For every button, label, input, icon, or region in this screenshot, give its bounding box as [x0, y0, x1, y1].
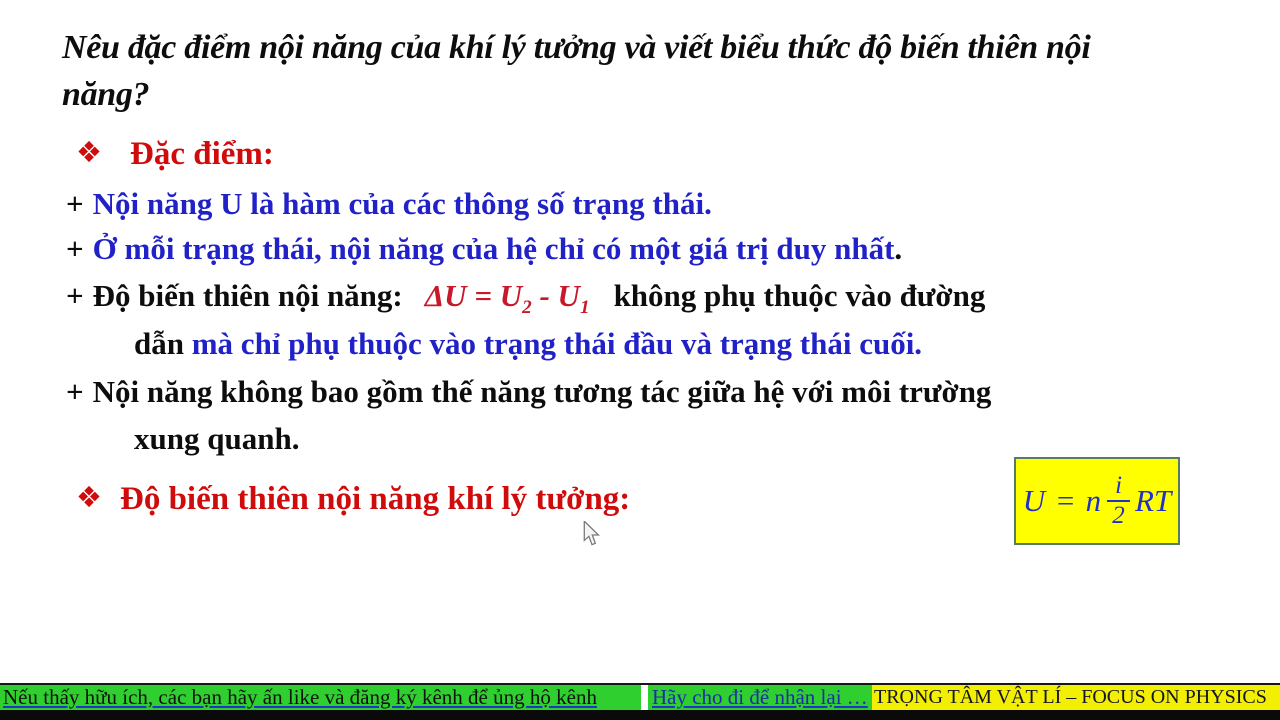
formula-subscript: 2 [522, 297, 532, 319]
plus-marker: + [66, 231, 84, 266]
point-text-pre: Độ biến thiên nội năng: [92, 278, 403, 313]
point-text-black: dẫn [134, 326, 192, 361]
fraction-numerator: i [1107, 473, 1130, 502]
fraction-denominator: 2 [1112, 501, 1125, 529]
bullet-point-4 [66, 374, 991, 410]
point-text: Nội năng U là hàm của các thông số trạng thái. [92, 186, 712, 221]
bullet-point-4-continued [134, 421, 299, 457]
mouse-cursor-icon [583, 521, 601, 547]
bullet-point-3 [66, 278, 985, 319]
formula-subscript: 1 [579, 297, 590, 319]
slide-title-line2: năng? [62, 76, 150, 113]
section-heading-dac-diem [76, 136, 274, 173]
section-label: Độ biến thiên nội năng khí lý tưởng: [120, 481, 631, 517]
bottom-black-bar [0, 710, 1280, 720]
footer-give-receive-text: Hãy cho đi để nhận lại … [648, 685, 872, 710]
section-label: Đặc điểm: [130, 136, 274, 172]
plus-marker: + [66, 374, 84, 409]
point-text: Ở mỗi trạng thái, nội năng của hệ chỉ có một giá trị duy nhất [92, 231, 895, 266]
bullet-point-3-continued [134, 326, 922, 362]
ideal-gas-energy-formula-box [1014, 457, 1180, 545]
formula-lhs: U = n [1022, 483, 1103, 518]
plus-marker: + [66, 278, 84, 313]
section-heading-do-bien-thien [76, 481, 630, 518]
formula-fraction [1107, 473, 1130, 530]
plus-marker: + [66, 186, 84, 221]
diamond-bullet-icon: ❖ [76, 135, 102, 169]
formula-part: - U [531, 278, 580, 313]
bullet-point-2 [66, 231, 902, 267]
footer-channel-name: TRỌNG TÂM VẬT LÍ – FOCUS ON PHYSICS [872, 685, 1280, 710]
formula-rhs: RT [1135, 483, 1172, 518]
point-text-blue: mà chỉ phụ thuộc vào trạng thái đầu và trạng thái cuối. [191, 326, 923, 361]
point-text-post: không phụ thuộc vào đường [613, 278, 986, 313]
point-text: xung quanh. [134, 421, 300, 456]
slide-title-line1: Nêu đặc điểm nội năng của khí lý tưởng và viết biểu thức độ biến thiên nội [62, 29, 1091, 66]
slide-title [62, 24, 1232, 118]
bullet-point-1 [66, 186, 712, 222]
point-text: Nội năng không bao gồm thế năng tương tác giữa hệ với môi trường [92, 374, 992, 409]
footer-like-subscribe-text: Nếu thấy hữu ích, các bạn hãy ấn like và đăng ký kênh để ủng hộ kênh [0, 685, 641, 710]
point-period: . [894, 231, 903, 266]
delta-u-formula [424, 278, 590, 319]
diamond-bullet-icon: ❖ [76, 480, 102, 514]
formula-part: ΔU = U [424, 278, 523, 313]
